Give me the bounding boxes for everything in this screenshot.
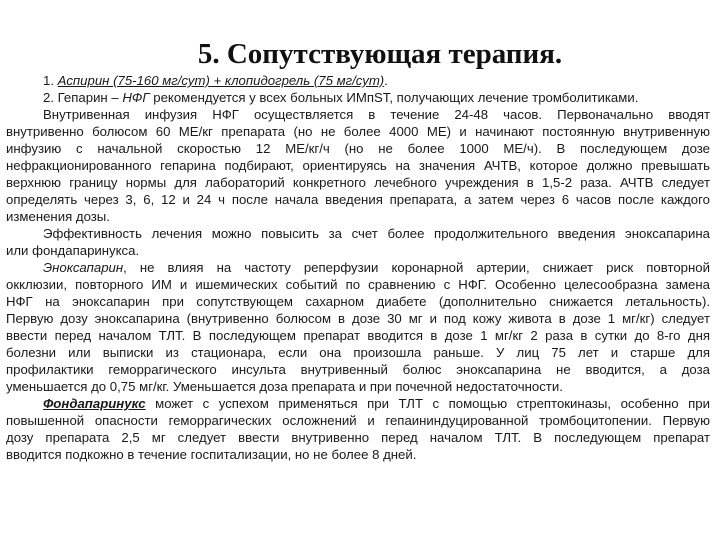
paragraph-line: Эффективность лечения можно повысить за счет более продолжительного введения эноксапарина <box>43 226 710 241</box>
paragraph-line: ввести перед началом ТЛТ. В последующем препарат вводится в дозе 1 мг/кг 2 раза в сутки до 8-го дня <box>6 328 710 343</box>
paragraph-line: НФГ на эноксапарин при сопутствующем сахарном диабете (дополнительно снижается летальность). <box>6 294 710 309</box>
item-aspirin <box>6 72 710 89</box>
paragraph-line: нефракционированного гепарина подбирают, ориентируясь на значения АЧТВ, которое должно превышать <box>6 158 710 173</box>
fondaparinux-first-line <box>6 395 710 412</box>
paragraph-line: болезни или выписки из стационара, если она произошла раньше. У лиц 75 лет и старше для <box>6 345 710 360</box>
paragraph-line: уменьшается до 0,75 мг/кг. Уменьшается доза препарата и при почечной недостаточности. <box>6 379 563 394</box>
item-end: . <box>384 73 388 88</box>
paragraph-line: или фондапаринукса. <box>6 243 140 258</box>
fondaparinux-name: Фондапаринукс <box>43 396 146 411</box>
item-heparin <box>6 89 710 106</box>
paragraph-line: Внутривенная инфузия НФГ осуществляется в течение 24-48 часов. Первоначально вводят <box>43 107 710 122</box>
page-title: 5. Сопутствующая терапия. <box>197 38 563 70</box>
enoxaparin-rest: , не влияя на частоту реперфузии коронарной артерии, снижает риск повторной <box>123 260 710 275</box>
aspirin-clopidogrel-text: Аспирин (75-160 мг/сут) + клопидогрель (75 мг/сут) <box>57 73 385 88</box>
paragraph-line: Первую дозу эноксапарина (внутривенно болюсом в дозе 30 мг и под кожу живота в дозе 1 мг/кг) следует <box>6 311 710 326</box>
paragraph-line: внутривенно болюсом 60 МЕ/кг препарата (но не более 4000 МЕ) и начинают постоянную внутривенную <box>6 124 710 139</box>
paragraph-line: профилактики геморрагического инсульта внутривенный болюс эноксапарина не вводится, а доза <box>6 362 710 377</box>
paragraph-line: верхнюю границу нормы для лабораторий конкретного лечебного учреждения в 1,5-2 раза. АЧТВ следует <box>6 175 710 190</box>
paragraph-line: определять через 3, 6, 12 и 24 ч после начала введения препарата, а затем через 6 часов после каждого <box>6 192 710 207</box>
enoxaparin-name: Эноксапарин <box>43 260 124 275</box>
paragraph-line: повышенной опасности геморрагических осложнений и гепаининдуцированной тромбоцитопении. Первую <box>6 413 710 428</box>
heparin-pre: 2. Гепарин – <box>43 90 123 105</box>
heparin-post: рекомендуется у всех больных ИМпST, получающих лечение тромболитиками. <box>149 90 639 105</box>
fondaparinux-rest: может с успехом применяться при ТЛТ с помощью стрептокиназы, особенно при <box>145 396 710 411</box>
paragraph-line: дозу препарата 2,5 мг следует ввести внутривенно перед началом ТЛТ. В последующем препарат <box>6 430 710 445</box>
heparin-abbr: НФГ <box>122 90 150 105</box>
paragraph-line: изменения дозы. <box>6 209 110 224</box>
paragraph-line: окклюзии, повторного ИМ и ишемических событий по сравнению с НФГ. Особенно целесообразна замена <box>6 277 710 292</box>
paragraph-line: вводится подкожно в течение госпитализации, но не более 8 дней. <box>6 447 417 462</box>
document-body <box>6 72 710 463</box>
paragraph-line: инфузию с начальной скоростью 12 МЕ/кг/ч (но не более 1000 МЕ/ч). В последующем дозе <box>6 141 710 156</box>
enoxaparin-first-line <box>6 259 710 276</box>
item-number: 1. <box>43 73 54 88</box>
